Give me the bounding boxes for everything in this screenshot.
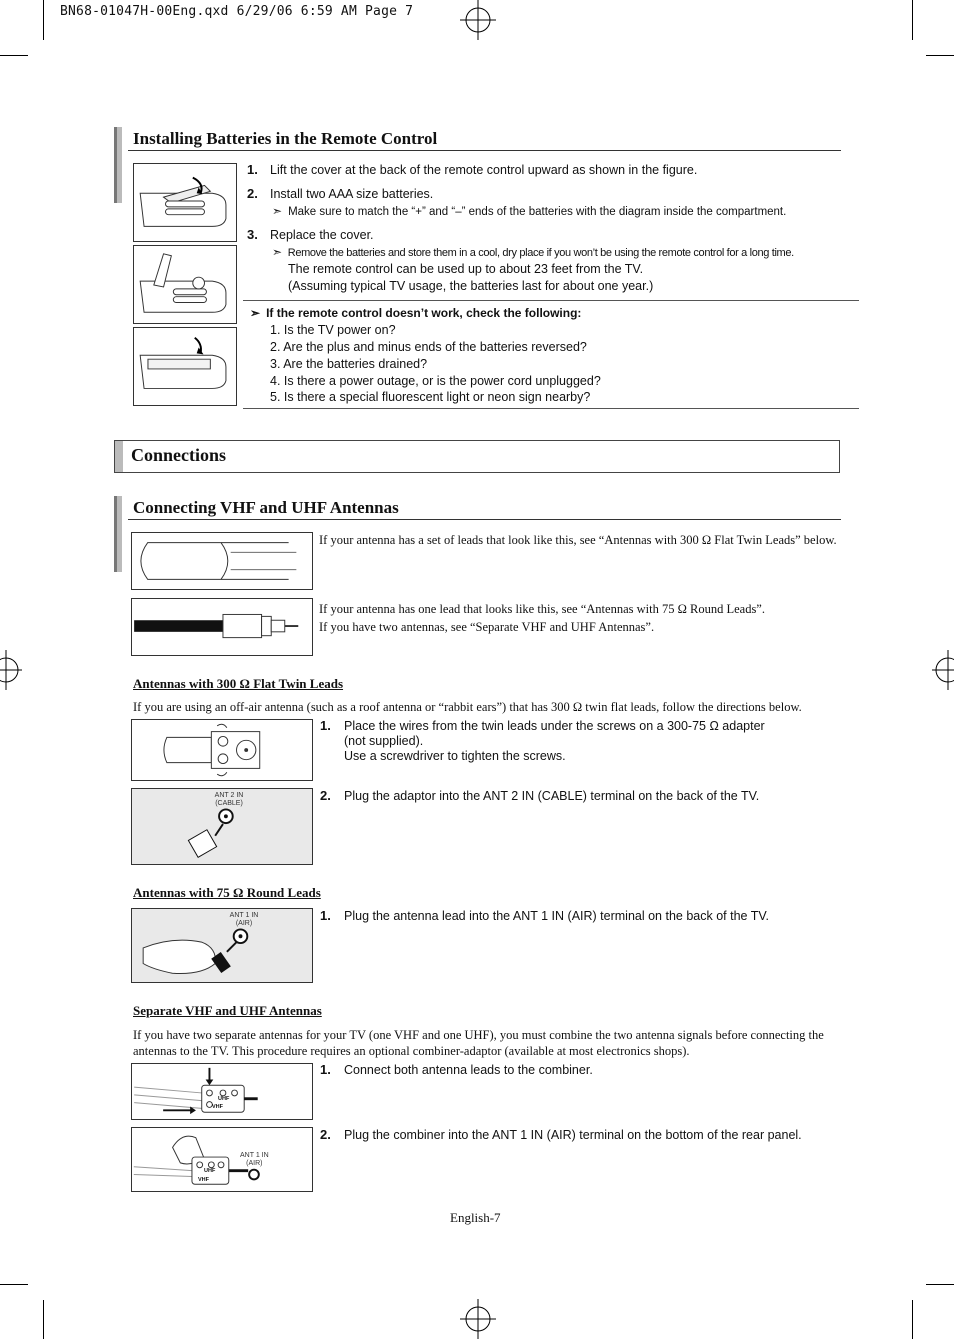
figure-label: ANT 2 IN (CABLE) [214, 792, 244, 807]
banner-bar [115, 441, 123, 472]
figure-remote-open-cover [133, 163, 237, 242]
crop-mark [912, 1300, 913, 1339]
section-title-batteries: Installing Batteries in the Remote Control [133, 129, 438, 148]
intro-round-lead: If your antenna has one lead that looks like this, see “Antennas with 75 Ω Round Leads”. [319, 602, 765, 616]
figure-round-lead [131, 598, 313, 656]
step-text: (not supplied). [344, 734, 424, 748]
separate-paragraph: If you have two separate antennas for your TV (one VHF and one UHF), you must combine the two antenna signals before connecting the antennas to the TV. This procedure requires an optional combiner-adaptor (available at most electronics shops). [133, 1028, 824, 1058]
subheading-separate: Separate VHF and UHF Antennas [133, 1003, 322, 1018]
crop-mark [0, 55, 28, 56]
registration-mark [932, 650, 954, 690]
registration-mark [0, 650, 22, 690]
figure-label-vhf: VHF [212, 1104, 223, 1110]
step-text: Plug the combiner into the ANT 1 IN (AIR) terminal on the bottom of the rear panel. [344, 1128, 802, 1142]
section-rule [128, 519, 841, 520]
step-text: Plug the adaptor into the ANT 2 IN (CABLE) terminal on the back of the TV. [344, 789, 760, 803]
figure-label: ANT 1 IN (AIR) [229, 912, 259, 927]
step-number: 1. [247, 162, 258, 177]
figure-twin-lead [131, 532, 313, 590]
registration-mark [458, 1299, 498, 1339]
step-number: 2. [320, 1127, 331, 1142]
page-number: English-7 [450, 1210, 501, 1225]
arrow-icon: ➣ [272, 204, 283, 218]
step-number: 2. [320, 788, 331, 803]
note-line: ➣ Make sure to match the “+” and “–” ends of the batteries with the diagram inside the compartment. [272, 204, 787, 218]
step-text: Plug the antenna lead into the ANT 1 IN (AIR) terminal on the back of the TV. [344, 909, 770, 923]
figure-label-uhf: UHF [204, 1168, 216, 1174]
check-box-bottom-rule [243, 408, 859, 409]
step-text: Install two AAA size batteries. [270, 187, 434, 201]
flat-twin-paragraph: If you are using an off-air antenna (such as a roof antenna or “rabbit ears”) that has 300 Ω twin flat leads, follow the directions below. [133, 700, 802, 714]
registration-mark [458, 0, 498, 40]
figure-combiner-ant1 [131, 1127, 313, 1192]
note-extra: The remote control can be used up to about 23 feet from the TV. [288, 262, 644, 276]
step-number: 2. [247, 186, 258, 201]
note-extra: (Assuming typical TV usage, the batteries last for about one year.) [288, 279, 654, 293]
crop-mark [912, 0, 913, 40]
check-item: 3. Are the batteries drained? [270, 357, 428, 371]
arrow-icon: ➣ [250, 306, 261, 320]
figure-label-uhf: UHF [218, 1096, 230, 1102]
print-file-header: BN68-01047H-00Eng.qxd 6/29/06 6:59 AM Page 7 [60, 4, 414, 19]
figure-combiner [131, 1063, 313, 1120]
step-text: Use a screwdriver to tighten the screws. [344, 749, 566, 763]
note-line: ➣ Remove the batteries and store them in a cool, dry place if you won’t be using the remote control for a long time. [272, 245, 794, 259]
crop-mark [0, 1284, 28, 1285]
check-item: 5. Is there a special fluorescent light or neon sign nearby? [270, 390, 591, 404]
subheading-round-lead: Antennas with 75 Ω Round Leads [133, 885, 321, 900]
step-text: Replace the cover. [270, 228, 374, 242]
check-box-top-rule [243, 300, 859, 301]
step-text: Connect both antenna leads to the combiner. [344, 1063, 593, 1077]
step-number: 1. [320, 1062, 331, 1077]
section-bar [114, 496, 122, 572]
figure-label-vhf: VHF [198, 1177, 209, 1183]
crop-mark [43, 0, 44, 40]
step-text: Place the wires from the twin leads under the screws on a 300-75 Ω adapter [344, 719, 765, 733]
section-bar [114, 127, 122, 203]
crop-mark [926, 1284, 954, 1285]
section-title-antennas: Connecting VHF and UHF Antennas [133, 498, 399, 517]
step-text: Lift the cover at the back of the remote control upward as shown in the figure. [270, 163, 698, 177]
intro-two-antennas: If you have two antennas, see “Separate VHF and UHF Antennas”. [319, 620, 655, 634]
subheading-flat-twin: Antennas with 300 Ω Flat Twin Leads [133, 676, 344, 691]
arrow-icon: ➣ [272, 245, 282, 259]
figure-remote-insert-batteries [133, 245, 237, 324]
figure-adapter-screws [131, 719, 313, 781]
crop-mark [43, 1300, 44, 1339]
figure-ant2-cable [131, 788, 313, 865]
section-rule [128, 150, 841, 151]
check-item: 4. Is there a power outage, or is the power cord unplugged? [270, 374, 601, 388]
check-item: 1. Is the TV power on? [270, 323, 396, 337]
step-number: 1. [320, 718, 331, 733]
crop-mark [926, 55, 954, 56]
figure-remote-close-cover [133, 327, 237, 406]
connections-banner [114, 440, 840, 473]
step-number: 3. [247, 227, 258, 242]
check-item: 2. Are the plus and minus ends of the batteries reversed? [270, 340, 587, 354]
figure-label: ANT 1 IN (AIR) [240, 1152, 269, 1167]
intro-twin-lead: If your antenna has a set of leads that look like this, see “Antennas with 300 Ω Flat Twin Leads” below. [319, 533, 837, 547]
connections-title: Connections [131, 445, 227, 465]
step-number: 1. [320, 908, 331, 923]
figure-ant1-air [131, 908, 313, 983]
check-heading: ➣ If the remote control doesn’t work, check the following: [250, 306, 582, 320]
